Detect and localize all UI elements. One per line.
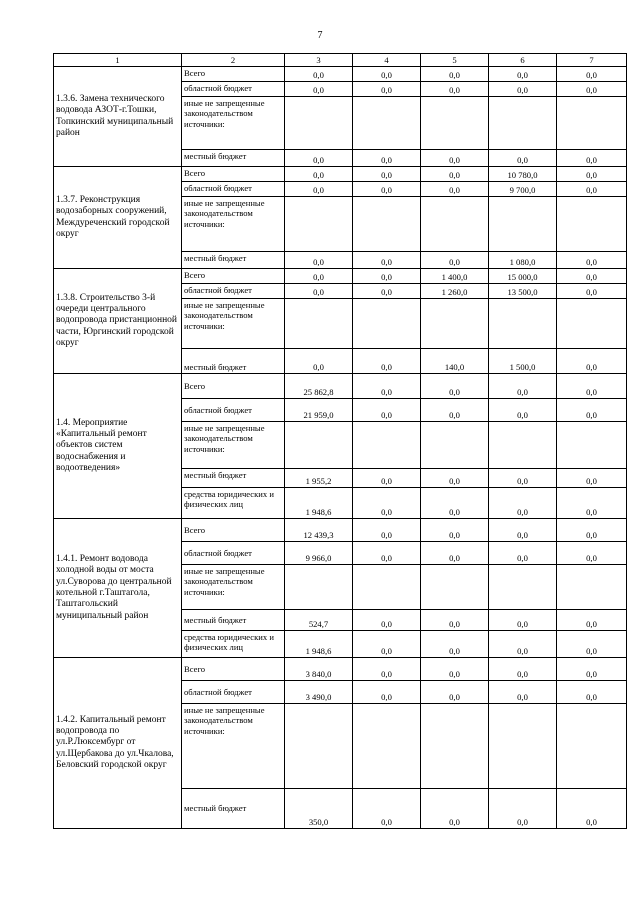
value-cell: 0,0 <box>285 82 353 97</box>
value-cell: 140,0 <box>421 349 489 374</box>
value-cell: 0,0 <box>557 469 627 488</box>
value-cell: 0,0 <box>421 374 489 399</box>
value-cell: 350,0 <box>285 789 353 829</box>
value-cell: 0,0 <box>489 681 557 704</box>
funding-source: иные не запрещенные законодательством источники: <box>182 299 285 349</box>
column-header: 5 <box>421 54 489 67</box>
value-cell: 3 840,0 <box>285 658 353 681</box>
value-cell <box>489 197 557 252</box>
value-cell: 0,0 <box>353 349 421 374</box>
value-cell: 0,0 <box>353 82 421 97</box>
value-cell: 0,0 <box>557 610 627 631</box>
funding-source: Всего <box>182 167 285 182</box>
value-cell: 0,0 <box>489 610 557 631</box>
value-cell: 0,0 <box>557 631 627 658</box>
value-cell: 0,0 <box>489 488 557 519</box>
value-cell: 0,0 <box>557 681 627 704</box>
funding-source: Всего <box>182 67 285 82</box>
value-cell: 0,0 <box>489 374 557 399</box>
table-row <box>54 167 627 182</box>
value-cell: 0,0 <box>353 658 421 681</box>
value-cell: 0,0 <box>353 610 421 631</box>
funding-source: средства юридических и физических лиц <box>182 631 285 658</box>
value-cell: 0,0 <box>421 399 489 422</box>
value-cell: 13 500,0 <box>489 284 557 299</box>
table-row <box>54 269 627 284</box>
value-cell: 1 260,0 <box>421 284 489 299</box>
table-row <box>54 374 627 399</box>
value-cell: 0,0 <box>353 374 421 399</box>
value-cell: 0,0 <box>557 488 627 519</box>
value-cell <box>285 565 353 610</box>
value-cell: 9 966,0 <box>285 542 353 565</box>
value-cell: 1 400,0 <box>421 269 489 284</box>
value-cell <box>557 422 627 469</box>
value-cell <box>557 704 627 789</box>
table-row <box>54 519 627 542</box>
value-cell: 0,0 <box>285 269 353 284</box>
measure-name: 1.3.7. Реконструкция водозаборных сооружений, Междуреченский городской округ <box>54 167 182 269</box>
value-cell: 0,0 <box>285 67 353 82</box>
value-cell: 0,0 <box>489 631 557 658</box>
value-cell <box>353 197 421 252</box>
value-cell <box>421 704 489 789</box>
value-cell: 0,0 <box>489 789 557 829</box>
value-cell: 0,0 <box>353 789 421 829</box>
value-cell: 0,0 <box>353 150 421 167</box>
value-cell: 0,0 <box>285 252 353 269</box>
value-cell: 0,0 <box>557 519 627 542</box>
value-cell: 0,0 <box>489 82 557 97</box>
value-cell: 0,0 <box>421 542 489 565</box>
value-cell: 0,0 <box>557 658 627 681</box>
value-cell: 0,0 <box>285 349 353 374</box>
value-cell: 0,0 <box>421 488 489 519</box>
funding-source: иные не запрещенные законодательством источники: <box>182 565 285 610</box>
value-cell <box>353 704 421 789</box>
value-cell: 0,0 <box>353 681 421 704</box>
value-cell: 0,0 <box>353 488 421 519</box>
value-cell: 0,0 <box>421 658 489 681</box>
value-cell <box>353 299 421 349</box>
table-body <box>54 67 627 829</box>
value-cell: 0,0 <box>421 789 489 829</box>
value-cell: 0,0 <box>421 82 489 97</box>
value-cell <box>557 197 627 252</box>
value-cell <box>353 97 421 150</box>
funding-source: иные не запрещенные законодательством источники: <box>182 422 285 469</box>
funding-source: местный бюджет <box>182 252 285 269</box>
funding-source: областной бюджет <box>182 82 285 97</box>
value-cell <box>421 97 489 150</box>
value-cell: 0,0 <box>421 67 489 82</box>
value-cell <box>557 97 627 150</box>
value-cell: 25 862,8 <box>285 374 353 399</box>
value-cell: 0,0 <box>557 374 627 399</box>
funding-source: иные не запрещенные законодательством источники: <box>182 704 285 789</box>
funding-source: Всего <box>182 374 285 399</box>
measure-name: 1.4. Мероприятие «Капитальный ремонт объектов систем водоснабжения и водоотведения» <box>54 374 182 519</box>
value-cell: 0,0 <box>421 631 489 658</box>
funding-source: местный бюджет <box>182 150 285 167</box>
value-cell: 1 948,6 <box>285 488 353 519</box>
value-cell <box>489 97 557 150</box>
value-cell: 0,0 <box>353 519 421 542</box>
funding-source: областной бюджет <box>182 681 285 704</box>
value-cell: 0,0 <box>489 519 557 542</box>
value-cell: 0,0 <box>421 519 489 542</box>
funding-source: областной бюджет <box>182 284 285 299</box>
budget-table <box>53 53 627 829</box>
value-cell: 0,0 <box>285 150 353 167</box>
value-cell: 0,0 <box>557 269 627 284</box>
value-cell: 0,0 <box>557 789 627 829</box>
value-cell: 0,0 <box>353 182 421 197</box>
funding-source: иные не запрещенные законодательством источники: <box>182 197 285 252</box>
value-cell: 0,0 <box>489 469 557 488</box>
measure-name: 1.4.1. Ремонт водовода холодной воды от моста ул.Суворова до центральной котельной г.Таштагола, Таштагольский муниципальный район <box>54 519 182 658</box>
value-cell: 0,0 <box>421 150 489 167</box>
funding-source: Всего <box>182 269 285 284</box>
value-cell <box>489 299 557 349</box>
page-number: 7 <box>317 30 323 41</box>
funding-source: местный бюджет <box>182 349 285 374</box>
value-cell: 0,0 <box>421 610 489 631</box>
column-header: 4 <box>353 54 421 67</box>
funding-source: местный бюджет <box>182 610 285 631</box>
value-cell: 10 780,0 <box>489 167 557 182</box>
value-cell <box>421 197 489 252</box>
funding-source: областной бюджет <box>182 542 285 565</box>
value-cell: 0,0 <box>353 631 421 658</box>
value-cell <box>285 197 353 252</box>
value-cell: 0,0 <box>421 469 489 488</box>
value-cell: 0,0 <box>557 167 627 182</box>
value-cell <box>557 565 627 610</box>
value-cell: 3 490,0 <box>285 681 353 704</box>
table-row <box>54 67 627 82</box>
value-cell: 0,0 <box>557 542 627 565</box>
value-cell <box>421 299 489 349</box>
value-cell <box>285 422 353 469</box>
value-cell: 0,0 <box>489 67 557 82</box>
value-cell <box>489 422 557 469</box>
value-cell: 0,0 <box>557 182 627 197</box>
measure-name: 1.4.2. Капитальный ремонт водопровода по ул.Р.Люксембург от ул.Щербакова до ул.Чкалова, Беловский городской округ <box>54 658 182 829</box>
value-cell: 0,0 <box>557 399 627 422</box>
value-cell: 0,0 <box>285 167 353 182</box>
value-cell <box>489 704 557 789</box>
column-header: 1 <box>54 54 182 67</box>
value-cell: 524,7 <box>285 610 353 631</box>
value-cell <box>353 565 421 610</box>
value-cell: 0,0 <box>353 399 421 422</box>
value-cell: 0,0 <box>557 82 627 97</box>
funding-source: областной бюджет <box>182 182 285 197</box>
value-cell: 21 959,0 <box>285 399 353 422</box>
value-cell <box>285 97 353 150</box>
value-cell: 0,0 <box>353 284 421 299</box>
table-row <box>54 658 627 681</box>
column-header: 3 <box>285 54 353 67</box>
value-cell: 1 080,0 <box>489 252 557 269</box>
value-cell: 0,0 <box>285 284 353 299</box>
value-cell <box>489 565 557 610</box>
funding-source: местный бюджет <box>182 789 285 829</box>
measure-name: 1.3.6. Замена технического водовода АЗОТ-г.Тошки, Топкинский муниципальный район <box>54 67 182 167</box>
value-cell: 0,0 <box>353 469 421 488</box>
value-cell <box>285 299 353 349</box>
value-cell: 0,0 <box>557 284 627 299</box>
value-cell <box>353 422 421 469</box>
value-cell: 0,0 <box>557 252 627 269</box>
column-header: 7 <box>557 54 627 67</box>
column-header: 2 <box>182 54 285 67</box>
funding-source: иные не запрещенные законодательством источники: <box>182 97 285 150</box>
value-cell: 1 500,0 <box>489 349 557 374</box>
value-cell: 0,0 <box>489 150 557 167</box>
value-cell: 0,0 <box>353 542 421 565</box>
value-cell: 15 000,0 <box>489 269 557 284</box>
funding-source: местный бюджет <box>182 469 285 488</box>
funding-source: областной бюджет <box>182 399 285 422</box>
value-cell: 0,0 <box>557 150 627 167</box>
value-cell <box>285 704 353 789</box>
value-cell: 0,0 <box>353 167 421 182</box>
value-cell: 0,0 <box>353 269 421 284</box>
measure-name: 1.3.8. Строительство 3-й очереди центрального водопровода пристанционной части, Юргинский городской округ <box>54 269 182 374</box>
value-cell: 9 700,0 <box>489 182 557 197</box>
value-cell: 0,0 <box>353 67 421 82</box>
funding-source: Всего <box>182 519 285 542</box>
column-number-row <box>54 54 627 67</box>
value-cell: 0,0 <box>285 182 353 197</box>
value-cell: 0,0 <box>421 252 489 269</box>
value-cell <box>421 422 489 469</box>
value-cell: 0,0 <box>557 349 627 374</box>
value-cell <box>557 299 627 349</box>
value-cell: 0,0 <box>421 167 489 182</box>
value-cell: 1 948,6 <box>285 631 353 658</box>
column-header: 6 <box>489 54 557 67</box>
value-cell: 12 439,3 <box>285 519 353 542</box>
value-cell: 0,0 <box>421 182 489 197</box>
funding-source: Всего <box>182 658 285 681</box>
funding-source: средства юридических и физических лиц <box>182 488 285 519</box>
value-cell: 0,0 <box>421 681 489 704</box>
value-cell: 0,0 <box>489 542 557 565</box>
value-cell: 0,0 <box>557 67 627 82</box>
value-cell: 0,0 <box>489 399 557 422</box>
value-cell: 0,0 <box>489 658 557 681</box>
value-cell: 0,0 <box>353 252 421 269</box>
value-cell <box>421 565 489 610</box>
value-cell: 1 955,2 <box>285 469 353 488</box>
